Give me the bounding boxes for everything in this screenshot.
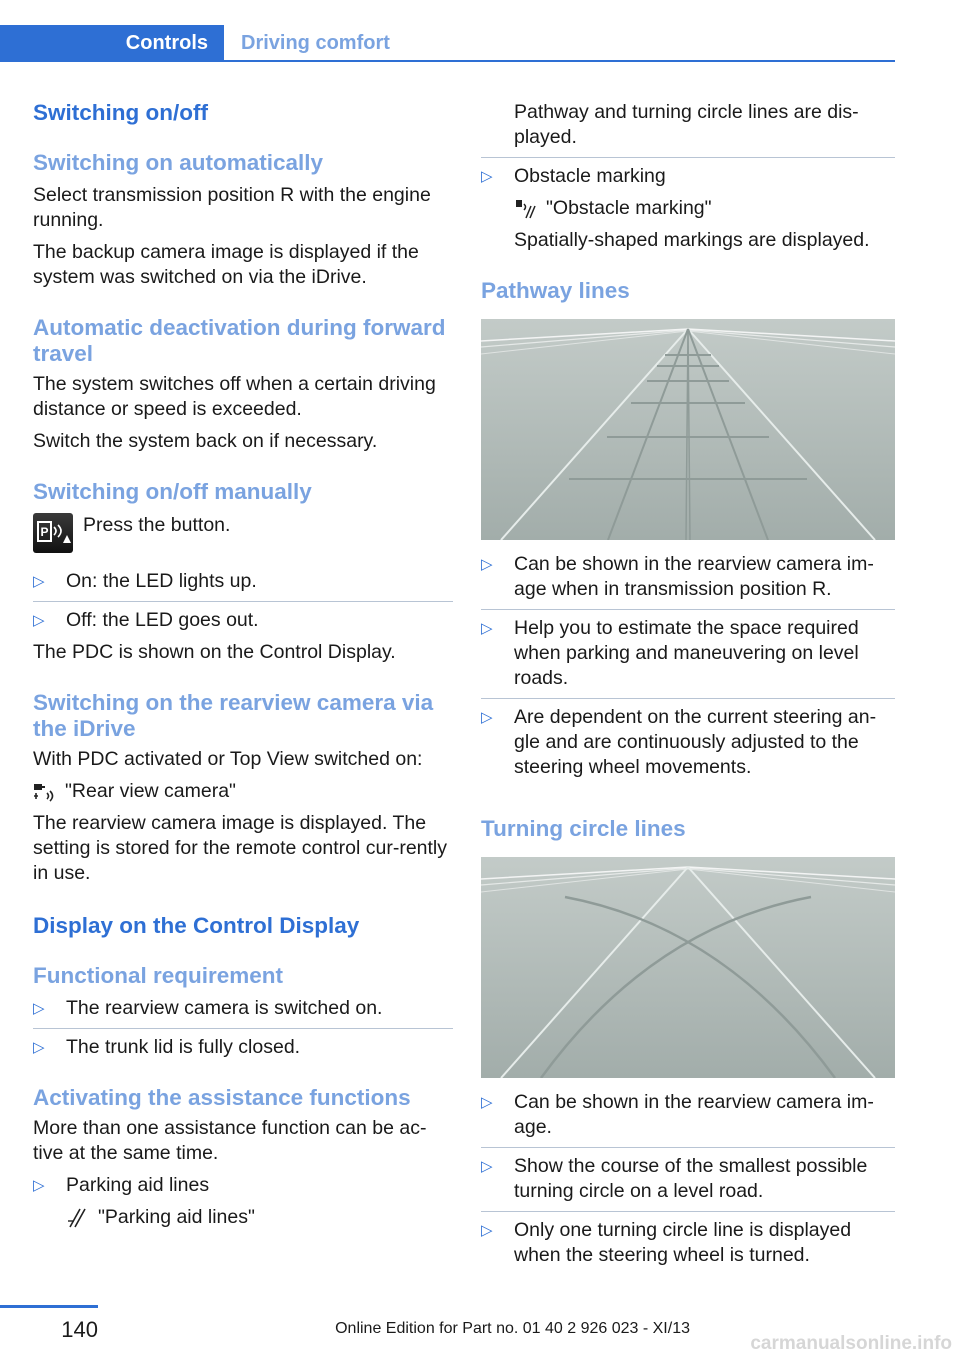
- para-idrive: With PDC activated or Top View switched on:: [33, 748, 423, 770]
- heading-functional-requirement: Functional requirement: [33, 963, 284, 988]
- left-column: [33, 100, 453, 1230]
- pathway-list: [481, 552, 895, 602]
- obstacle-list: [481, 164, 895, 253]
- bullet-icon: ▷: [481, 620, 493, 637]
- para-deact-2: Switch the system back on if necessary.: [33, 430, 378, 452]
- right-column: [481, 100, 895, 1268]
- bullet-icon: ▷: [33, 1039, 45, 1056]
- heading-switching-on-automatically: Switching on automatically: [33, 150, 324, 175]
- pdc-button-icon: [33, 513, 73, 553]
- list-item: ▷ On: the LED lights up.: [33, 570, 257, 592]
- pathway-list-3: [481, 705, 895, 780]
- bullet-icon: ▷: [481, 168, 493, 185]
- para-pathway-shown: Pathway and turning circle lines are dis-played.: [514, 101, 859, 148]
- parking-aid-list: [33, 1173, 453, 1230]
- heading-rearview-via-idrive: Switching on the rearview camera via the iDrive: [33, 690, 434, 741]
- list-item: ▷ Parking aid lines "Parking aid lines": [33, 1173, 453, 1230]
- page-header: [0, 25, 895, 62]
- parking-aid-lines-icon: [66, 1207, 90, 1229]
- list-item: ▷ Show the course of the smallest possible turning circle on a level road.: [481, 1155, 868, 1202]
- header-rule: [0, 60, 895, 62]
- para-pdc: The PDC is shown on the Control Display.: [33, 641, 396, 663]
- list-item: ▷ The trunk lid is fully closed.: [33, 1036, 301, 1058]
- rear-view-camera-menu-item[interactable]: [33, 779, 453, 804]
- bullet-icon: ▷: [481, 556, 493, 573]
- tab-driving-comfort[interactable]: Driving comfort: [241, 32, 390, 54]
- para-auto-1: Select transmission position R with the engine running.: [33, 184, 431, 231]
- divider: [481, 609, 895, 610]
- bullet-icon: ▷: [481, 1158, 493, 1175]
- para-activating: More than one assistance function can be ac-tive at the same time.: [33, 1117, 427, 1164]
- para-deact-1: The system switches off when a certain driving distance or speed is exceeded.: [33, 373, 436, 420]
- pathway-list-2: [481, 616, 895, 691]
- divider: [33, 1028, 453, 1029]
- heading-automatic-deactivation: Automatic deactivation during forward travel: [33, 315, 446, 366]
- parking-aid-lines-label: "Parking aid lines": [98, 1206, 255, 1228]
- list-item: ▷ Obstacle marking "Obstacle marking" Spatially-shaped markings are displayed.: [481, 164, 895, 253]
- bullet-icon: ▷: [481, 709, 493, 726]
- bullet-icon: ▷: [33, 1177, 45, 1194]
- press-button-text: Press the button.: [83, 514, 231, 536]
- list-item: ▷ Can be shown in the rearview camera im-age.: [481, 1091, 874, 1138]
- bullet-icon: ▷: [481, 1222, 493, 1239]
- divider: [481, 1147, 895, 1148]
- divider: [481, 698, 895, 699]
- heading-display-control-display: Display on the Control Display: [33, 913, 360, 938]
- heading-activating-assistance: Activating the assistance functions: [33, 1085, 411, 1110]
- para-auto-2: The backup camera image is displayed if the system was switched on via the iDrive.: [33, 241, 419, 288]
- list-item: ▷ Only one turning circle line is displayed when the steering wheel is turned.: [481, 1219, 852, 1266]
- obstacle-marking-menu-item[interactable]: [514, 196, 895, 221]
- list-item: ▷ Can be shown in the rearview camera im-age when in transmission position R.: [481, 553, 874, 600]
- led-list: [33, 569, 453, 594]
- list-item: ▷ Off: the LED goes out.: [33, 609, 259, 631]
- turning-list-3: [481, 1218, 895, 1268]
- turning-list: [481, 1090, 895, 1140]
- tab-controls[interactable]: Controls: [0, 25, 224, 62]
- bullet-icon: ▷: [481, 1094, 493, 1111]
- func-list-2: [33, 1035, 453, 1060]
- turning-list-2: [481, 1154, 895, 1204]
- rear-view-camera-label: "Rear view camera": [65, 780, 236, 802]
- list-item: ▷ The rearview camera is switched on.: [33, 997, 383, 1019]
- list-item: ▷ Help you to estimate the space required when parking and maneuvering on level roads.: [481, 617, 859, 689]
- turning-circle-lines-image: [481, 857, 895, 1078]
- footer-rule: [0, 1305, 98, 1308]
- press-button-row: [33, 513, 453, 553]
- heading-pathway-lines: Pathway lines: [481, 278, 630, 303]
- heading-switching-manually: Switching on/off manually: [33, 479, 312, 504]
- para-stored: The rearview camera image is displayed. The setting is stored for the remote control cur-rently in use.: [33, 812, 448, 884]
- watermark: carmanualsonline.info: [750, 1333, 952, 1354]
- rear-camera-icon: [33, 781, 57, 803]
- obstacle-marking-icon: [514, 198, 538, 220]
- divider: [481, 157, 895, 158]
- led-list-2: [33, 608, 453, 633]
- divider: [33, 601, 453, 602]
- obstacle-marking-label: "Obstacle marking": [546, 197, 712, 219]
- bullet-icon: ▷: [33, 1000, 45, 1017]
- list-item: ▷ Are dependent on the current steering an-gle and are continuously adjusted to the steering wheel movements.: [481, 706, 877, 778]
- edition-note: Online Edition for Part no. 01 40 2 926 023 - XI/13: [335, 1320, 690, 1337]
- svg-text:P: P: [40, 525, 49, 539]
- para-spatial: Spatially-shaped markings are displayed.: [514, 229, 870, 251]
- heading-turning-circle-lines: Turning circle lines: [481, 816, 686, 841]
- bullet-icon: ▷: [33, 573, 45, 590]
- heading-switching-on-off: Switching on/off: [33, 100, 208, 125]
- page-number: 140: [61, 1317, 98, 1342]
- divider: [481, 1211, 895, 1212]
- bullet-icon: ▷: [33, 612, 45, 629]
- parking-aid-lines-menu-item[interactable]: [66, 1205, 453, 1230]
- pathway-lines-image: [481, 319, 895, 540]
- func-list: [33, 996, 453, 1021]
